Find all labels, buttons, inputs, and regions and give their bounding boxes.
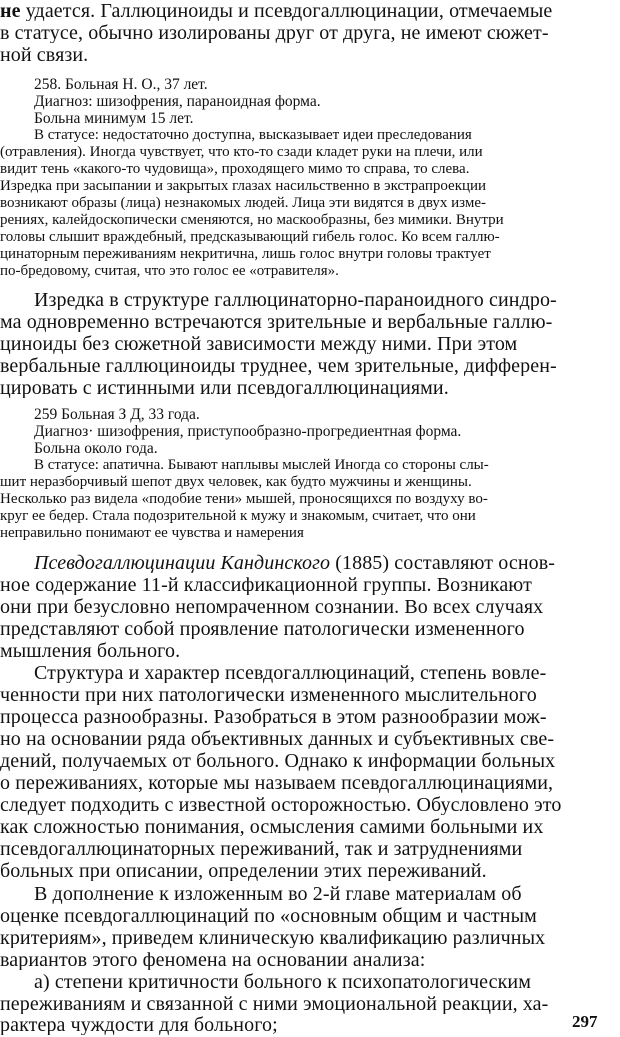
page-number: 297	[572, 1012, 598, 1031]
text-line: мышления больного.	[0, 641, 181, 661]
text-line: Структура и характер псевдогаллюцинаций, степень вовле-	[34, 663, 547, 683]
text-line: ма одновременно встречаются зрительные и вербальные галлю-	[0, 312, 553, 332]
text-line: процесса разнообразны. Разобраться в этом разнообразии мож-	[0, 707, 547, 727]
case-header-line: Больна около года.	[34, 440, 158, 457]
text-line: а) степени критичности больного к психопатологическим	[34, 972, 531, 992]
bold-first-word: не	[0, 1, 21, 21]
text-line: представляют собой проявление патологически измененного	[0, 619, 525, 639]
text-line: критериям», приведем клиническую квалификацию различных	[0, 928, 546, 948]
case-header-line: Больна минимум 15 лет.	[34, 110, 194, 127]
italic-term: Псевдогаллюцинации Кандинского	[34, 553, 331, 573]
case-header-line: Диагноз· шизофрения, приступообразно-прогредиентная форма.	[34, 423, 462, 440]
text-line: вербальные галлюциноиды труднее, чем зрительные, дифферен-	[0, 356, 557, 376]
text-line: оценке псевдогаллюцинаций по «основным общим и частным	[0, 906, 537, 926]
text-line: следует подходить с известной осторожностью. Обусловлено это	[0, 795, 562, 815]
case-header-line: Диагноз: шизофрения, параноидная форма.	[34, 93, 321, 110]
case-body-line: (отравления). Иногда чувствует, что кто-то сзади кладет руки на плечи, или	[0, 144, 483, 160]
case-body-line: шит неразборчивый шепот двух человек, как будто мужчины и женщины.	[0, 474, 472, 490]
case-body-line: Изредка при засыпании и закрытых глазах насильственно в экстрапроекции	[0, 178, 487, 194]
case-body-line: видит тень «какого-то чудовища», проходящего мимо то справа, то слева.	[0, 161, 470, 177]
text-line: Изредка в структуре галлюцинаторно-параноидного синдро-	[34, 290, 557, 310]
text-line	[34, 553, 620, 573]
text-line: рактера чуждости для больного;	[0, 1015, 278, 1035]
case-body-line: рениях, калейдоскопически сменяются, но маскообразны, без мимики. Внутри	[0, 212, 504, 228]
case-body-line: головы слышит враждебный, предсказывающий гибель голос. Ко всем галлю-	[0, 229, 500, 245]
text-line	[0, 1, 620, 21]
case-body-line: возникают образы (лица) незнакомых людей. Лица эти видятся в двух изме-	[0, 195, 487, 211]
text-line: псевдогаллюцинаторных переживаний, так и затруднениями	[0, 839, 523, 859]
text-line: ное содержание 11-й классификационной группы. Возникают	[0, 575, 532, 595]
text-line: ченности при них патологически измененного мыслительного	[0, 685, 537, 705]
case-body-line: по-бредовому, считая, что это голос ее «отравителя».	[0, 263, 339, 279]
case-body-line: цинаторным переживаниям некритична, лишь голос внутри головы трактует	[0, 246, 491, 262]
text-line: вариантов этого феномена на основании анализа:	[0, 950, 426, 970]
text-line: дений, получаемых от больного. Однако к информации больных	[0, 751, 556, 771]
text-line: ной связи.	[0, 45, 89, 65]
text-line: в статусе, обычно изолированы друг от друга, не имеют сюжет-	[0, 23, 549, 43]
text-line: о переживаниях, которые мы называем псевдогаллюцинациями,	[0, 773, 554, 793]
case-body-line: Несколько раз видела «подобие тени» мышей, проносящихся по воздуху во-	[0, 491, 488, 507]
case-body-line: круг ее бедер. Стала подозрительной к мужу и знакомым, считает, что они	[0, 508, 476, 524]
text-line: но на основании ряда объективных данных и субъективных све-	[0, 729, 555, 749]
text-span: удается. Галлюциноиды и псевдогаллюцинации, отмечаемые	[20, 1, 553, 21]
case-body-line: неправильно понимают ее чувства и намерения	[0, 525, 304, 541]
case-header-line: 259 Больная З Д, 33 года.	[34, 406, 200, 423]
text-line: они при безусловно непомраченном сознании. Во всех случаях	[0, 597, 544, 617]
case-body-line: В статусе: апатична. Бывают наплывы мыслей Иногда со стороны слы-	[34, 457, 489, 473]
text-line: переживаниям и связанной с ними эмоциональной реакции, ха-	[0, 994, 549, 1014]
text-line: цировать с истинными или псевдогаллюцинациями.	[0, 378, 449, 398]
text-line: как сложностью понимания, осмысления самими больными их	[0, 817, 544, 837]
text-span: (1885) составляют основ-	[330, 553, 556, 573]
case-body-line: В статусе: недостаточно доступна, высказывает идеи преследования	[34, 127, 472, 143]
case-header-line: 258. Больная Н. О., 37 лет.	[34, 76, 208, 93]
text-line: В дополнение к изложенным во 2-й главе материалам об	[34, 884, 522, 904]
text-line: больных при описании, определении этих переживаний.	[0, 861, 487, 881]
text-line: циноиды без сюжетной зависимости между ними. При этом	[0, 334, 518, 354]
